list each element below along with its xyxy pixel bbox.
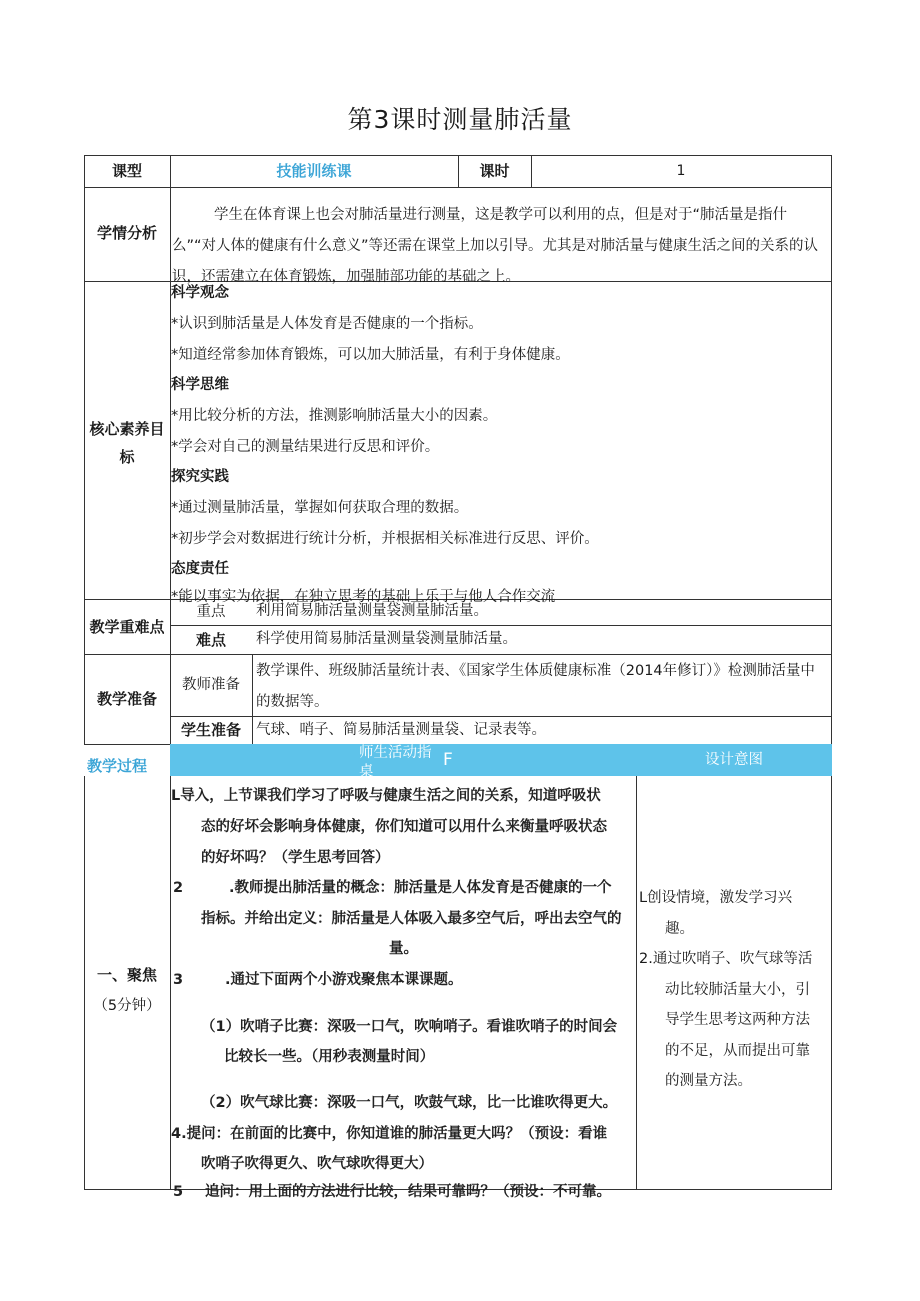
literacy-item: *知道经常参加体育锻炼，可以加大肺活量，有利于身体健康。 (171, 347, 570, 363)
literacy-item: *学会对自己的测量结果进行反思和评价。 (171, 439, 440, 455)
section-duration: （5分钟） (93, 998, 161, 1014)
activity-content (171, 777, 635, 1200)
analysis-label: 学情分析 (96, 224, 157, 242)
activity-column-header: 师生活动指桌 (359, 745, 432, 780)
activity-line: 量。 (389, 941, 418, 957)
teacher-prep-label: 教师准备 (182, 677, 240, 693)
literacy-content (171, 282, 829, 605)
literacy-heading: 科学思维 (171, 377, 229, 393)
activity-column-mark: F (443, 750, 453, 770)
difficulty-text: 科学使用简易肺活量测量袋测量肺活量。 (256, 631, 517, 647)
student-prep-label: 学生准备 (180, 721, 241, 739)
activity-line: 态的好坏会影响身体健康，你们知道可以用什么来衡量呼吸状态 (201, 819, 607, 835)
intent-line: 2.通过吹哨子、吹气球等活 (639, 951, 813, 967)
focus-label: 重点 (196, 604, 226, 620)
literacy-item: *能以事实为依据，在独立思考的基础上乐于与他人合作交流 (171, 589, 556, 605)
activity-line: .教师提出肺活量的概念：肺活量是人体发育是否健康的一个 (229, 880, 612, 896)
literacy-item: *认识到肺活量是人体发育是否健康的一个指标。 (171, 316, 483, 332)
literacy-heading: 探究实践 (171, 469, 229, 485)
intent-column-header: 设计意图 (705, 752, 763, 768)
activity-line: 比较长一些。（用秒表测量时间） (224, 1049, 435, 1065)
type-label: 课型 (111, 162, 142, 180)
intent-content (637, 777, 830, 1189)
literacy-item: *通过测量肺活量，掌握如何获取合理的数据。 (171, 500, 469, 516)
activity-line: 2 (173, 880, 184, 896)
type-value: 技能训练课 (276, 162, 352, 180)
intent-line: L创设情境，激发学习兴 (639, 890, 793, 906)
page-title: 第3课时测量肺活量 (347, 105, 573, 134)
intent-line: 导学生思考这两种方法 (665, 1012, 810, 1028)
period-label: 课时 (479, 162, 510, 180)
activity-line: （2）吹气球比赛：深吸一口气，吹鼓气球，比一比谁吹得更大。 (201, 1095, 618, 1111)
difficulty-label: 难点 (195, 631, 226, 649)
intent-line: 的测量方法。 (665, 1073, 752, 1089)
literacy-item: *用比较分析的方法，推测影响肺活量大小的因素。 (171, 408, 498, 424)
student-prep-text: 气球、哨子、简易肺活量测量袋、记录表等。 (256, 722, 546, 738)
intent-line: 动比较肺活量大小，引 (665, 982, 810, 998)
intent-line: 趣。 (665, 921, 694, 937)
literacy-heading: 科学观念 (171, 285, 229, 301)
literacy-heading: 态度责任 (171, 561, 229, 577)
analysis-text: 学生在体育课上也会对肺活量进行测量，这是教学可以利用的点，但是对于“肺活量是指什么”“对人体的健康有什么意义”等还需在课堂上加以引导。尤其是对肺活量与健康生活之间的关系的认识，还需建立在体育锻炼，加强肺部功能的基础之上。 (172, 207, 819, 285)
activity-line: 吹哨子吹得更久、吹气球吹得更大） (201, 1156, 433, 1172)
activity-line: 4.提问：在前面的比赛中，你知道谁的肺活量更大吗？（预设：看谁 (171, 1126, 608, 1142)
focus-text: 利用简易肺活量测量袋测量肺活量。 (256, 603, 488, 619)
teacher-prep-text: 教学课件、班级肺活量统计表、《国家学生体质健康标准（2014年修订）》检测肺活量中的数据等。 (256, 663, 815, 710)
literacy-label: 核心素养目标 (89, 420, 165, 466)
period-value: 1 (676, 163, 686, 179)
process-label: 教学过程 (87, 757, 148, 775)
keypoints-label: 教学重难点 (89, 618, 165, 636)
section-title: 一、聚焦 (96, 966, 157, 984)
literacy-item: *初步学会对数据进行统计分析，并根据相关标准进行反思、评价。 (171, 531, 599, 547)
activity-line: 3 (173, 972, 184, 988)
intent-line: 的不足，从而提出可靠 (665, 1043, 810, 1059)
activity-line: 指标。并给出定义：肺活量是人体吸入最多空气后，呼出去空气的 (201, 911, 622, 927)
activity-line: 追问：用上面的方法进行比较，结果可靠吗？（预设：不可靠。 (205, 1184, 611, 1200)
activity-line: .通过下面两个小游戏聚焦本课课题。 (225, 972, 463, 988)
prep-label: 教学准备 (96, 690, 157, 708)
activity-line: 的好坏吗？（学生思考回答） (201, 850, 390, 866)
activity-line: （1）吹哨子比赛：深吸一口气，吹响哨子。看谁吹哨子的时间会 (201, 1019, 618, 1035)
activity-line: 5 (173, 1184, 184, 1200)
activity-line: L导入，上节课我们学习了呼吸与健康生活之间的关系，知道呼吸状 (171, 788, 601, 804)
